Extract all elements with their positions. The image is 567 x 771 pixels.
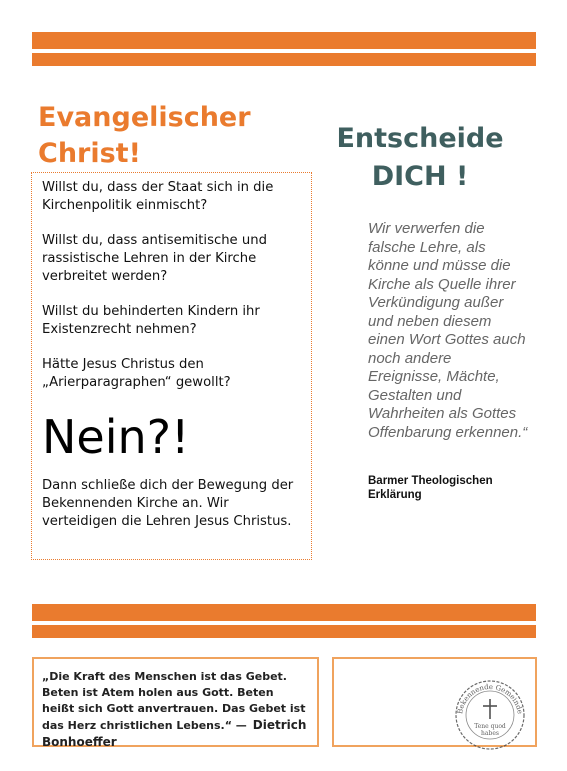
seal-ring-text: Bekennende Gemeinde — [456, 682, 524, 715]
heading-left-line1: Evangelischer — [38, 102, 251, 133]
question-box — [31, 172, 312, 560]
call-to-action: Dann schließe dich der Bewegung der Bekennenden Kirche an. Wir verteidigen die Lehren Jesus Christus. — [42, 478, 294, 529]
bonhoeffer-quote: „Die Kraft des Menschen ist das Gebet. Beten ist Atem holen aus Gott. Beten heißt sich Gott anvertrauen. Das Gebet ist das Herz christlichen Lebens.“ — — [42, 670, 306, 732]
question-item: Willst du, dass der Staat sich in die Kirchenpolitik einmischt? — [42, 180, 274, 213]
question-item: Hätte Jesus Christus den „Arierparagraphen“ gewollt? — [42, 357, 231, 390]
barmen-quote: Wir verwerfen die falsche Lehre, als könne und müsse die Kirche als Quelle ihrer Verkündigung außer und neben diesem einen Wort Gottes auch noch andere Ereignisse, Mächte, Gestalten und Wahrheiten als Gottes Offenbarung erkennen.“ — [368, 220, 528, 441]
bonhoeffer-quote-box — [32, 657, 319, 747]
heading-right-line1: Entscheide — [336, 123, 504, 154]
top-band-upper — [32, 32, 536, 49]
heading-entscheide-dich — [320, 120, 520, 196]
church-seal — [454, 679, 526, 751]
heading-right-line2: DICH ! — [371, 161, 469, 192]
seal-box — [332, 657, 537, 747]
bottom-band-upper — [32, 604, 536, 621]
seal-inner-line2: habes — [481, 730, 499, 737]
question-item: Willst du, dass antisemitische und rassistische Lehren in der Kirche verbreitet werden? — [42, 233, 267, 284]
quote-source: Barmer Theologischen Erklärung — [368, 475, 493, 501]
answer-nein: Nein?! — [42, 410, 190, 464]
top-band-lower — [32, 53, 536, 66]
seal-inner-line1: Tene quod — [474, 723, 506, 730]
bottom-band-lower — [32, 625, 536, 638]
question-item: Willst du behinderten Kindern ihr Existenzrecht nehmen? — [42, 304, 260, 337]
heading-left-line2: Christ! — [38, 138, 141, 169]
cross-icon — [483, 699, 497, 719]
bonhoeffer-author: Dietrich Bonhoeffer — [42, 718, 307, 749]
heading-evangelischer-christ — [38, 100, 298, 172]
